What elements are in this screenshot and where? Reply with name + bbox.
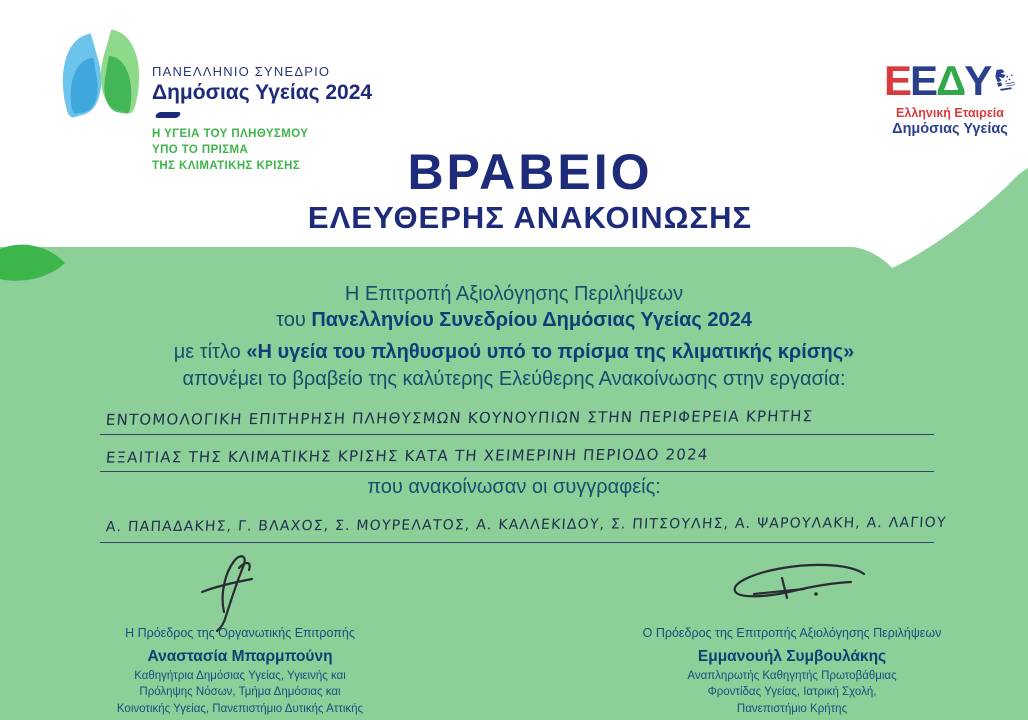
- signatory-right: [608, 626, 976, 717]
- writing-line-1: [100, 434, 934, 435]
- body-conference-line: [0, 309, 1028, 332]
- signatory-right-titles: [608, 668, 976, 717]
- signatory-left: [58, 626, 422, 717]
- body-theme-line: [0, 341, 1028, 364]
- body-award-line: απονέμει το βραβείο της καλύτερης Ελεύθερης Ανακοίνωσης στην εργασία:: [182, 368, 846, 390]
- writing-line-2: [100, 471, 934, 472]
- eedy-name-line1: Ελληνική Εταιρεία: [896, 106, 1004, 120]
- eedy-letter-e1: Ε: [884, 57, 911, 104]
- signatory-left-title2: Πρόληψης Νόσων, Τμήμα Δημόσιας και: [139, 686, 341, 699]
- signature-right: [696, 562, 872, 618]
- writing-line-3: [100, 542, 934, 543]
- handwritten-paper-title-line1: ΕΝΤΟΜΟΛΟΓΙΚΗ ΕΠΙΤΗΡΗΣΗ ΠΛΗΘΥΣΜΩΝ ΚΟΥΝΟΥΠΙΩΝ ΣΤΗΝ ΠΕΡΙΦΕΡΕΙΑ ΚΡΗΤΗΣ: [105, 407, 814, 429]
- signatory-left-title3: Κοινοτικής Υγείας, Πανεπιστήμιο Δυτικής Αττικής: [116, 702, 364, 715]
- eedy-society-logo: [884, 56, 1016, 137]
- signature-left: [182, 552, 278, 632]
- signatory-left-role: Η Πρόεδρος της Οργανωτικής Επιτροπής: [125, 626, 355, 640]
- signatory-left-name: Αναστασία Μπαρμπούνη: [147, 648, 333, 665]
- eedy-letter-y: Υ: [964, 57, 991, 104]
- eedy-name-line2: Δημόσιας Υγείας: [892, 121, 1008, 137]
- eedy-letter-d: Δ: [936, 57, 965, 104]
- signatory-right-title1: Αναπληρωτής Καθηγητής Πρωτοβάθμιας: [687, 670, 897, 682]
- conference-tagline-line2: ΥΠΟ ΤΟ ΠΡΙΣΜΑ: [152, 144, 249, 157]
- certificate-title-line1: ΒΡΑΒΕΙΟ: [407, 144, 653, 200]
- conference-name-line1: ΠΑΝΕΛΛΗΝΙΟ ΣΥΝΕΔΡΙΟ: [152, 64, 331, 79]
- signatory-right-name: Εμμανουήλ Συμβουλάκης: [697, 648, 887, 665]
- greece-map-icon: [992, 60, 1016, 100]
- certificate-title: [16, 146, 1028, 236]
- handwritten-paper-title-line2: ΕΞΑΙΤΙΑΣ ΤΗΣ ΚΛΙΜΑΤΙΚΗΣ ΚΡΙΣΗΣ ΚΑΤΑ ΤΗ ΧΕΙΜΕΡΙΝΗ ΠΕΡΙΟΔΟ 2024: [105, 445, 710, 467]
- conference-tagline-line1: Η ΥΓΕΙΑ ΤΟΥ ΠΛΗΘΥΣΜΟΥ: [152, 128, 309, 140]
- eedy-letter-e2: Ε: [910, 57, 937, 104]
- signatory-left-title1: Καθηγήτρια Δημόσιας Υγείας, Υγιεινής και: [134, 670, 346, 682]
- certificate-title-line2: ΕΛΕΥΘΕΡΗΣ ΑΝΑΚΟΙΝΩΣΗΣ: [307, 199, 753, 235]
- conference-leaves-icon: [52, 30, 152, 130]
- eedy-acronym: [884, 56, 1016, 102]
- signatory-right-title3: Πανεπιστήμιο Κρήτης: [736, 702, 848, 715]
- handwritten-authors: Α. ΠΑΠΑΔΑΚΗΣ, Γ. ΒΛΑΧΟΣ, Σ. ΜΟΥΡΕΛΑΤΟΣ, Α. ΚΑΛΛΕΚΙΔΟΥ, Σ. ΠΙΤΣΟΥΛΗΣ, Α. ΨΑΡΟΥΛΑΚΗ, Α. ΛΑΓΙΟΥ: [105, 514, 948, 536]
- conference-name-line2: Δημόσιας Υγείας 2024: [152, 81, 373, 104]
- body-theme-bold: «Η υγεία του πληθυσμού υπό το πρίσμα της κλιματικής κρίσης»: [246, 341, 855, 363]
- body-conference-bold: Πανελληνίου Συνεδρίου Δημόσιας Υγείας 2024: [311, 309, 752, 331]
- signatory-left-titles: [58, 668, 422, 717]
- signatory-right-role: Ο Πρόεδρος της Επιτροπής Αξιολόγησης Περιλήψεων: [642, 626, 942, 640]
- conference-logo-dash: [154, 112, 181, 118]
- conference-tagline-line3: ΤΗΣ ΚΛΙΜΑΤΙΚΗΣ ΚΡΙΣΗΣ: [152, 160, 301, 173]
- signatory-right-title2: Φροντίδας Υγείας, Ιατρική Σχολή,: [707, 686, 877, 699]
- body-committee-line: Η Επιτροπή Αξιολόγησης Περιλήψεων: [344, 283, 684, 305]
- body-conference-prefix: του: [276, 309, 312, 331]
- body-theme-prefix: με τίτλο: [173, 341, 247, 363]
- body-announced-by-line: που ανακοίνωσαν οι συγγραφείς:: [367, 476, 661, 498]
